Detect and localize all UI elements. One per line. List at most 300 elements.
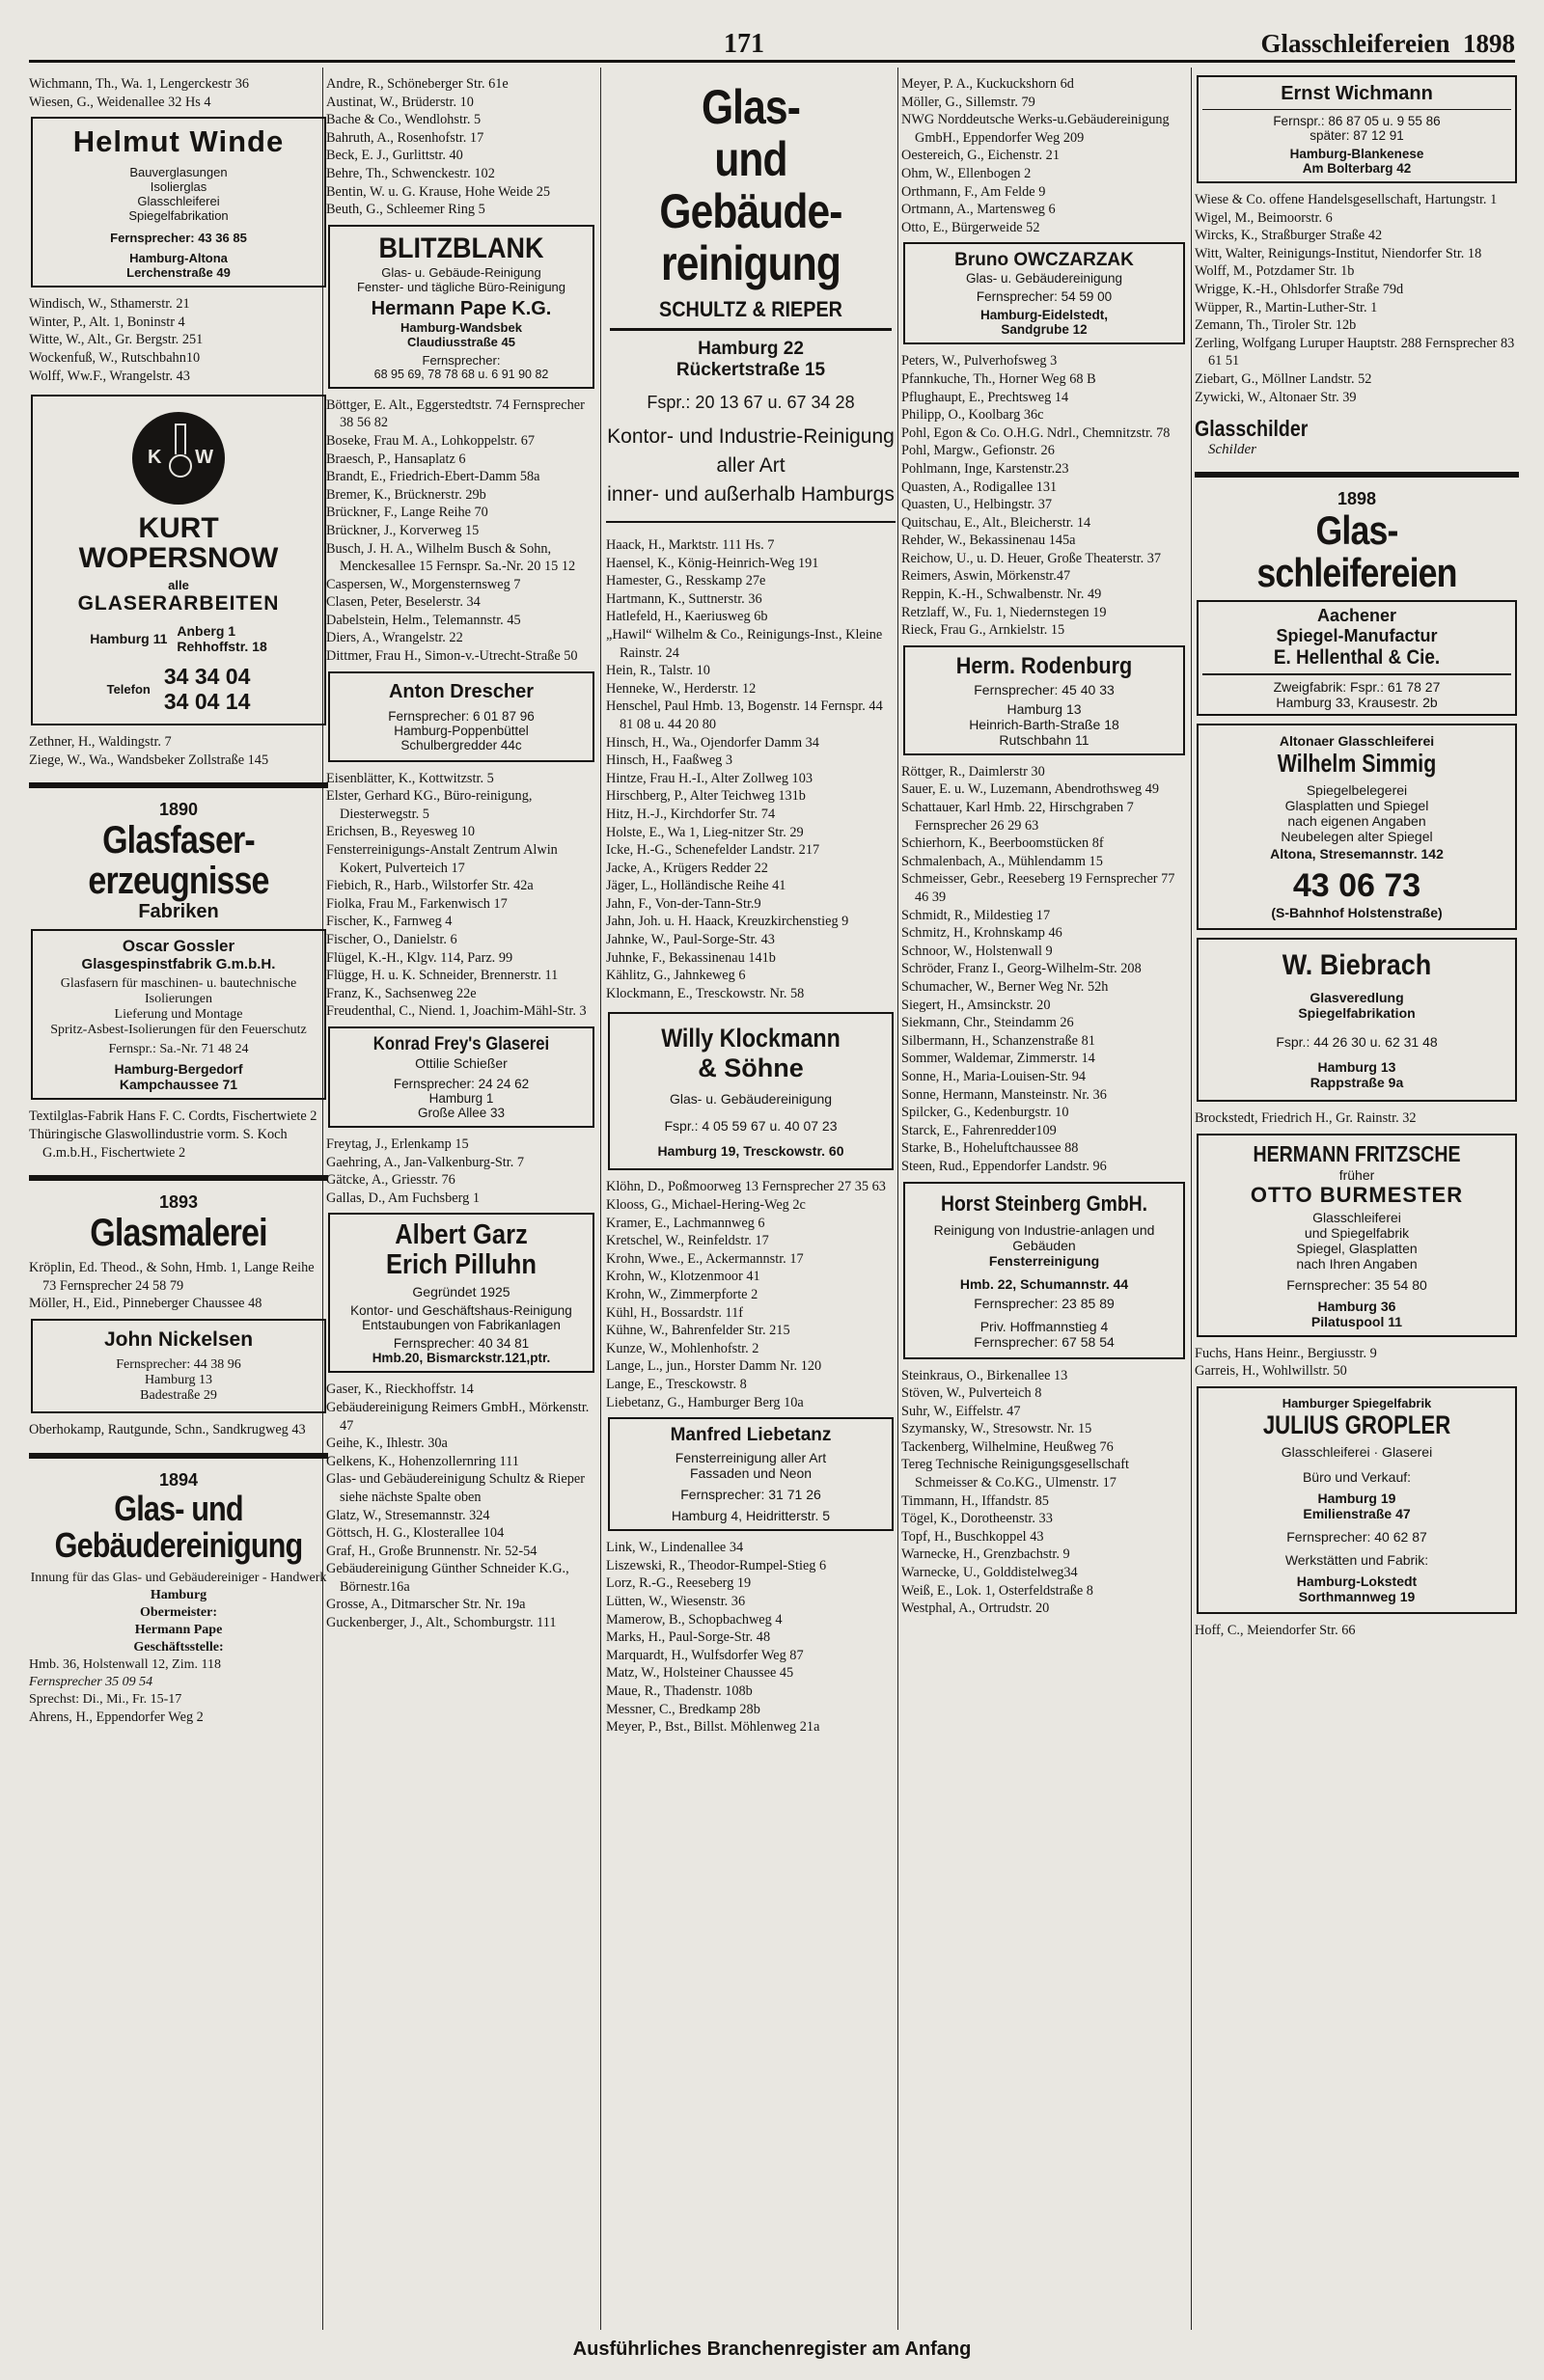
directory-entry: Liszewski, R., Theodor-Rumpel-Stieg 6: [606, 1557, 827, 1573]
directory-entry: Textilglas-Fabrik Hans F. C. Cordts, Fischertwiete 2: [29, 1108, 317, 1125]
directory-entry: Diers, A., Wrangelstr. 22: [326, 630, 463, 646]
section-number: 1890: [158, 800, 199, 820]
ad-line: (S-Bahnhof Holstenstraße): [1271, 905, 1443, 921]
ad-phone: Fernsprecher: 6 01 87 96: [388, 708, 535, 724]
directory-entry: Schierhorn, K., Beerboomstücken 8f: [901, 835, 1104, 852]
directory-entry: Hein, R., Talstr. 10: [606, 663, 710, 679]
ad-street: Badestraße 29: [140, 1387, 217, 1403]
section-divider: [29, 1175, 328, 1181]
ad-title: Spiegel-Manufactur: [1276, 626, 1438, 646]
directory-entry: Hamester, G., Resskamp 27e: [606, 573, 766, 589]
ad-title: Glas-: [701, 80, 801, 134]
directory-entry: Austinat, W., Brüderstr. 10: [326, 94, 474, 110]
ad-street: Hmb.20, Bismarckstr.121,ptr.: [372, 1351, 551, 1366]
ad-title: Konrad Frey's Glaserei: [372, 1033, 550, 1054]
directory-entry: Warnecke, H., Grenzbachstr. 9: [901, 1546, 1070, 1563]
section-number: 1893: [158, 1192, 199, 1213]
ad-title: Wilhelm Simmig: [1277, 749, 1437, 779]
ad-street: Heinrich-Barth-Straße 18: [969, 716, 1119, 732]
directory-entry: Dabelstein, Helm., Telemannstr. 45: [326, 612, 521, 628]
directory-entry: Sonne, H., Maria-Louisen-Str. 94: [901, 1068, 1086, 1084]
ad-owner: Ottilie Schießer: [415, 1054, 508, 1071]
ad-phone: Fernsprecher: 31 71 26: [680, 1487, 821, 1503]
directory-entry: Gätcke, A., Griesstr. 76: [326, 1172, 455, 1189]
ad-line: Kontor- und Geschäftshaus-Reinigung: [350, 1303, 572, 1319]
directory-entry: Rehder, W., Bekassinenau 145a: [901, 533, 1076, 549]
directory-entry: Oberhokamp, Rautgunde, Schn., Sandkrugweg 43: [29, 1421, 306, 1437]
ad-line: Spritz-Asbest-Isolierungen für den Feuerschutz: [50, 1023, 307, 1038]
directory-entry: Juhnke, F., Bekassinenau 141b: [606, 949, 776, 966]
ad-line: Zweigfabrik: Fspr.: 61 78 27: [1273, 679, 1441, 696]
ad-title: Herm. Rodenburg: [955, 652, 1133, 679]
ad-line: Bauverglasungen: [129, 165, 228, 180]
ad-phone-label: Fernsprecher:: [422, 352, 501, 368]
directory-entry: Maue, R., Thadenstr. 108b: [606, 1682, 753, 1699]
directory-entry: Klockmann, E., Tresckowstr. Nr. 58: [606, 985, 805, 1001]
ad-wopersnow: [31, 395, 326, 725]
directory-entry: Bremer, K., Brücknerstr. 29b: [326, 486, 486, 503]
ad-line: Glasschleiferei: [1312, 1209, 1401, 1225]
directory-entry: Ziebart, G., Möllner Landstr. 52: [1195, 370, 1372, 387]
section-title: Glasfaser-erzeugnisse: [88, 819, 269, 903]
section-1894: [29, 1470, 328, 1564]
ad-city: Hamburg 13: [144, 1372, 213, 1387]
entry-list: [901, 1367, 1187, 1618]
directory-entry: Guckenberger, J., Alt., Schomburgstr. 111: [326, 1615, 557, 1631]
ad-rule: [1202, 673, 1511, 675]
section-subtitle: Fabriken: [138, 901, 219, 923]
logo-letter: K: [148, 447, 162, 469]
directory-entry: Klöhn, D., Poßmoorweg 13 Fernsprecher 27 35 63: [606, 1179, 886, 1195]
ad-street: Am Bolterbarg 42: [1302, 161, 1412, 176]
directory-entry: Gaser, K., Rieckhoffstr. 14: [326, 1381, 474, 1398]
ad-owner: Hermann Pape K.G.: [371, 297, 552, 319]
ad-title: Bruno OWCZARZAK: [954, 250, 1134, 271]
directory-entry: Reichow, U., u. D. Heuer, Große Theaterstr. 37: [901, 550, 1162, 566]
directory-entry: Hintze, Frau H.-I., Alter Zollweg 103: [606, 770, 813, 786]
ad-street: Sandgrube 12: [1001, 322, 1088, 338]
entry-list: [1195, 1345, 1519, 1381]
directory-entry: Silbermann, H., Schanzenstraße 81: [901, 1032, 1095, 1049]
logo-letter: W: [195, 447, 213, 469]
ad-line: Glasveredlung: [1310, 990, 1404, 1006]
ad-line: Spiegel, Glasplatten: [1296, 1240, 1418, 1256]
ad-line: Priv. Hoffmannstieg 4: [979, 1318, 1109, 1334]
directory-entry: Lange, L., jun., Horster Damm Nr. 120: [606, 1358, 822, 1375]
directory-entry: Quasten, A., Rodigallee 131: [901, 479, 1058, 495]
ad-title: Albert Garz: [395, 1219, 528, 1251]
section-divider: [1195, 472, 1519, 478]
ad-title: W. Biebrach: [1282, 949, 1432, 982]
innung-line: Obermeister:: [139, 1604, 218, 1620]
ad-city: Hamburg-Blankenese: [1289, 147, 1424, 161]
directory-entry: Freudenthal, C., Niend. 1, Joachim-Mähl-Str. 3: [326, 1003, 587, 1020]
ad-street: Altona, Stresemannstr. 142: [1270, 846, 1444, 862]
directory-entry: Lütten, W., Wiesenstr. 36: [606, 1593, 746, 1609]
directory-entry: Gebäudereinigung Günther Schneider K.G., Börnestr.16a: [326, 1561, 569, 1595]
ad-phone: 34 34 04: [163, 664, 251, 690]
ad-rule: [1202, 109, 1511, 110]
directory-entry: Kröplin, Ed. Theod., & Sohn, Hmb. 1, Lange Reihe 73 Fernsprecher 24 58 79: [29, 1260, 315, 1294]
directory-entry: Sommer, Waldemar, Zimmerstr. 14: [901, 1051, 1095, 1067]
ad-line: Altonaer Glasschleiferei: [1279, 733, 1435, 750]
directory-entry: Wiesen, G., Weidenallee 32 Hs 4: [29, 94, 211, 110]
innung-line: Sprechst: Di., Mi., Fr. 15-17: [29, 1691, 182, 1707]
entry-list: [29, 1421, 328, 1439]
entry-list: [606, 1178, 896, 1411]
ad-line: Neubelegen alter Spiegel: [1281, 829, 1433, 845]
ad-drescher: [328, 671, 594, 762]
ad-phone: Fspr.: 4 05 59 67 u. 40 07 23: [664, 1118, 838, 1135]
ad-line: nach Ihren Angaben: [1296, 1255, 1418, 1272]
ad-hellenthal: [1197, 600, 1517, 716]
ad-city: Hamburg-Poppenbüttel: [394, 723, 529, 738]
section-divider: [29, 782, 328, 788]
directory-entry: Stöven, W., Pulverteich 8: [901, 1385, 1042, 1402]
directory-entry: Behre, Th., Schwenckestr. 102: [326, 165, 495, 181]
page-footer: Ausführliches Branchenregister am Anfang: [572, 2339, 972, 2360]
ad-title: JULIUS GROPLER: [1262, 1409, 1451, 1439]
section-glasschilder: [1195, 416, 1519, 458]
directory-entry: Clasen, Peter, Beselerstr. 34: [326, 594, 481, 611]
directory-entry: Pohl, Egon & Co. O.H.G. Ndrl., Chemnitzstr. 78: [901, 424, 1171, 441]
directory-entry: Messner, C., Bredkamp 28b: [606, 1701, 760, 1717]
directory-entry: Gallas, D., Am Fuchsberg 1: [326, 1190, 480, 1206]
directory-entry: Timmann, H., Iffandstr. 85: [901, 1492, 1049, 1509]
directory-entry: Andre, R., Schöneberger Str. 61e: [326, 76, 509, 92]
ad-line: Büro und Verkauf:: [1302, 1468, 1412, 1485]
ad-line: Entstaubungen von Fabrikanlagen: [362, 1318, 561, 1333]
ad-schultz-rieper: [606, 75, 896, 515]
directory-entry: Szymansky, W., Stresowstr. Nr. 15: [901, 1421, 1092, 1437]
ad-city: Hamburg-Bergedorf: [114, 1061, 243, 1078]
ad-title: OTTO BURMESTER: [1250, 1182, 1464, 1207]
directory-entry: Kühne, W., Bahrenfelder Str. 215: [606, 1323, 790, 1339]
ad-line: Glasfasern für maschinen- u. bautechnische Isolierungen: [60, 976, 297, 1007]
ad-title: und Gebäude-: [659, 132, 842, 238]
directory-entry: Jahnke, W., Paul-Sorge-Str. 43: [606, 932, 775, 948]
directory-entry: Ahrens, H., Eppendorfer Weg 2: [29, 1709, 204, 1725]
ad-line: Glas- u. Gebäudereinigung: [965, 271, 1123, 287]
ad-phone: Fernsprecher: 43 36 85: [110, 231, 247, 246]
column-2: [326, 75, 596, 2330]
ad-line: Glas- u. Gebäudereinigung: [669, 1091, 833, 1108]
entry-list: [29, 1259, 328, 1313]
directory-entry: Flügel, K.-H., Klgv. 114, Parz. 99: [326, 949, 513, 966]
ad-phone: Fernsprecher: 54 59 00: [976, 289, 1113, 305]
directory-entry: Quasten, U., Helbingstr. 37: [901, 497, 1053, 513]
ad-city: Hamburg-Altona: [129, 251, 228, 266]
ad-title: HERMANN FRITZSCHE: [1253, 1140, 1461, 1166]
ad-city: Hamburg 22: [698, 339, 804, 359]
directory-entry: Suhr, W., Eiffelstr. 47: [901, 1403, 1021, 1419]
ad-city: Hamburg-Eidelstedt,: [979, 308, 1108, 323]
ad-line: Fensterreinigung: [988, 1252, 1100, 1269]
directory-entry: Marks, H., Paul-Sorge-Str. 48: [606, 1629, 771, 1646]
ad-line: Reinigung von Industrie-anlagen und Gebäuden: [933, 1221, 1155, 1253]
innung-line: Innung für das Glas- und Gebäudereiniger - Handwerk: [30, 1570, 327, 1585]
ad-phone: 68 95 69, 78 78 68 u. 6 91 90 82: [373, 367, 549, 381]
ad-line: und Spiegelfabrik: [1304, 1224, 1410, 1241]
ad-phone: Fernsprecher: 44 38 96: [116, 1356, 241, 1372]
section-1893: [29, 1192, 328, 1253]
directory-entry: Link, W., Lindenallee 34: [606, 1540, 744, 1556]
ad-line: Glasplatten und Spiegel: [1284, 798, 1429, 814]
directory-entry: Peters, W., Pulverhofsweg 3: [901, 353, 1058, 369]
ad-liebetanz: [608, 1417, 894, 1531]
directory-entry: Witt, Walter, Reinigungs-Institut, Niendorfer Str. 18: [1195, 245, 1482, 261]
directory-entry: Haensel, K., König-Heinrich-Weg 191: [606, 555, 819, 571]
directory-entry: Hartmann, K., Suttnerstr. 36: [606, 590, 762, 607]
directory-entry: Tereg Technische Reinigungsgesellschaft Schmeisser & Co.KG., Ulmenstr. 17: [901, 1457, 1129, 1491]
header-rule: [29, 60, 1515, 63]
ad-street: Rehhoffstr. 18: [177, 639, 267, 655]
directory-entry: Hinsch, H., Faaßweg 3: [606, 752, 733, 769]
running-title: [1261, 29, 1515, 59]
ad-blitzblank: [328, 225, 594, 389]
directory-entry: Fiebich, R., Harb., Wilstorfer Str. 42a: [326, 878, 534, 894]
ad-street: Schulbergredder 44c: [400, 737, 522, 752]
ad-street: Hamburg 19, Tresckowstr. 60: [657, 1143, 844, 1160]
ad-street: Kampchaussee 71: [119, 1077, 238, 1093]
directory-entry: Schnoor, W., Holstenwall 9: [901, 943, 1053, 959]
directory-entry: Wircks, K., Straßburger Straße 42: [1195, 228, 1383, 244]
directory-entry: Möller, G., Sillemstr. 79: [901, 94, 1035, 110]
ad-phone: Fernspr.: 86 87 05 u. 9 55 86: [1273, 114, 1441, 128]
column-1: [29, 75, 328, 2330]
directory-entry: Elster, Gerhard KG., Büro-reinigung, Diesterwegstr. 5: [326, 788, 533, 822]
directory-entry: Kählitz, G., Jahnkeweg 6: [606, 968, 746, 984]
directory-entry: Hoff, C., Meiendorfer Str. 66: [1195, 1622, 1356, 1638]
ad-title: reinigung: [661, 236, 841, 290]
glass-cutter-icon: [175, 424, 186, 454]
ad-title: Aachener: [1316, 606, 1397, 626]
directory-entry: Kunze, W., Mohlenhofstr. 2: [606, 1340, 759, 1356]
ad-title: Oscar Gossler: [122, 937, 235, 956]
ad-street: Anberg 1: [177, 623, 236, 640]
ad-city: Hamburg-Wandsbek: [400, 319, 522, 335]
ad-biebrach: [1197, 938, 1517, 1102]
ad-phone: Fernsprecher: 45 40 33: [974, 681, 1115, 698]
directory-entry: Kramer, E., Lachmannweg 6: [606, 1215, 765, 1231]
ring-icon: [169, 454, 192, 478]
directory-entry: Witte, W., Alt., Gr. Bergstr. 251: [29, 332, 204, 348]
ad-line: alle: [168, 578, 189, 593]
entry-list: [901, 75, 1187, 236]
directory-entry: Freytag, J., Erlenkamp 15: [326, 1135, 469, 1152]
ad-simmig: [1197, 724, 1517, 930]
logo-kw-icon: [132, 412, 225, 505]
directory-entry: NWG Norddeutsche Werks-u.Gebäudereinigung GmbH., Eppendorfer Weg 209: [901, 112, 1170, 146]
section-1898: [1195, 489, 1519, 594]
running-year: 1898: [1463, 29, 1515, 58]
ad-phone: Fernsprecher: 40 62 87: [1286, 1528, 1427, 1545]
directory-entry: Busch, J. H. A., Wilhelm Busch & Sohn, Menckesallee 15 Fernspr. Sa.-Nr. 20 15 12: [326, 540, 576, 575]
entry-list: [1195, 191, 1519, 406]
directory-entry: Zywicki, W., Altonaer Str. 39: [1195, 389, 1357, 405]
directory-entry: Hinsch, H., Wa., Ojendorfer Damm 34: [606, 734, 819, 751]
ad-gropler: [1197, 1386, 1517, 1614]
ad-rodenburg: [903, 645, 1185, 755]
directory-entry: Zethner, H., Waldingstr. 7: [29, 734, 172, 751]
section-number: 1898: [1337, 489, 1377, 509]
entry-list: [29, 1108, 328, 1162]
directory-entry: Quitschau, E., Alt., Bleicherstr. 14: [901, 514, 1091, 531]
directory-entry: Ohm, W., Ellenbogen 2: [901, 165, 1032, 181]
ad-street: Lerchenstraße 49: [126, 265, 231, 281]
directory-entry: Jahn, Joh. u. H. Haack, Kreuzkirchenstieg 9: [606, 914, 849, 930]
directory-entry: Flügge, H. u. K. Schneider, Brennerstr. 11: [326, 968, 559, 984]
directory-entry: Wichmann, Th., Wa. 1, Lengerckestr 36: [29, 76, 250, 92]
directory-entry: Geihe, K., Ihlestr. 30a: [326, 1436, 448, 1452]
entry-list: [606, 1539, 896, 1737]
ad-frey: [328, 1026, 594, 1128]
directory-entry: Pfannkuche, Th., Horner Weg 68 B: [901, 370, 1096, 387]
ad-street: Rückertstraße 15: [676, 360, 826, 380]
ad-phone: Fspr.: 20 13 67 u. 67 34 28: [647, 393, 855, 412]
directory-entry: Schmeisser, Gebr., Reeseberg 19 Fernsprecher 77 46 39: [901, 871, 1175, 905]
directory-entry: Wockenfuß, W., Rutschbahn10: [29, 349, 201, 366]
directory-entry: Winter, P., Alt. 1, Boninstr 4: [29, 314, 185, 330]
directory-entry: Schumacher, W., Berner Weg Nr. 52h: [901, 978, 1109, 995]
ad-phone: Fernsprecher: 35 54 80: [1286, 1276, 1427, 1293]
ad-line: Fensterreinigung aller Art: [675, 1450, 827, 1466]
ad-title: BLITZBLANK: [378, 232, 544, 264]
directory-entry: Marquardt, H., Wulfsdorfer Weg 87: [606, 1647, 804, 1663]
directory-entry: Orthmann, F., Am Felde 9: [901, 183, 1046, 200]
ad-owner: SCHULTZ & RIEPER: [659, 297, 842, 321]
ad-title: Willy Klockmann: [661, 1024, 841, 1053]
ad-city: Hamburg-Lokstedt: [1296, 1573, 1418, 1589]
directory-entry: Böttger, E. Alt., Eggerstedtstr. 74 Fernsprecher 38 56 82: [326, 397, 585, 431]
ad-phone: Fernsprecher: 40 34 81: [393, 1336, 530, 1352]
directory-entry: Wolff, Ww.F., Wrangelstr. 43: [29, 368, 190, 384]
ad-city: Hamburg 19: [1317, 1490, 1396, 1506]
directory-entry: Möller, H., Eid., Pinneberger Chaussee 48: [29, 1296, 262, 1312]
column-divider: [897, 68, 898, 2330]
directory-entry: „Hawil“ Wilhelm & Co., Reinigungs-Inst., Kleine Rainstr. 24: [606, 626, 883, 661]
directory-entry: Matz, W., Holsteiner Chaussee 45: [606, 1665, 794, 1682]
ad-phone: Fernsprecher: 24 24 62: [393, 1076, 530, 1091]
directory-entry: Retzlaff, W., Fu. 1, Niedernstegen 19: [901, 604, 1107, 620]
innung-line: Hermann Pape: [134, 1622, 223, 1637]
entry-list: [901, 352, 1187, 640]
directory-entry: Caspersen, W., Morgensternsweg 7: [326, 576, 521, 592]
directory-entry: Sauer, E. u. W., Luzemann, Abendrothsweg 49: [901, 781, 1160, 798]
directory-entry: Otto, E., Bürgerweide 52: [901, 219, 1040, 235]
directory-entry: Fischer, K., Farnweg 4: [326, 914, 453, 930]
directory-entry: Jacke, A., Krügers Redder 22: [606, 860, 768, 876]
directory-entry: Spilcker, G., Kedenburgstr. 10: [901, 1105, 1069, 1121]
directory-entry: Wüpper, R., Martin-Luther-Str. 1: [1195, 299, 1378, 315]
page-number: 171: [724, 29, 764, 59]
ad-phone: Fernsprecher: 23 85 89: [974, 1295, 1115, 1311]
innung-line: Geschäftsstelle:: [133, 1639, 224, 1655]
directory-entry: Eisenblätter, K., Kottwitzstr. 5: [326, 770, 494, 786]
directory-entry: Hitz, H.-J., Kirchdorfer Str. 74: [606, 806, 776, 822]
directory-entry: Glas- und Gebäudereinigung Schultz & Rieper siehe nächste Spalte oben: [326, 1471, 585, 1505]
directory-entry: Röttger, R., Daimlerstr 30: [901, 763, 1045, 780]
entry-list: [29, 1709, 328, 1727]
directory-entry: Rieck, Frau G., Arnkielstr. 15: [901, 622, 1065, 639]
ad-rule: [606, 521, 896, 523]
directory-entry: Jahn, F., Von-der-Tann-Str.9: [606, 895, 761, 912]
directory-entry: Reppin, K.-H., Schwalbenstr. Nr. 49: [901, 587, 1102, 603]
ad-street: Sorthmannweg 19: [1298, 1588, 1416, 1604]
column-5: [1195, 75, 1519, 2330]
directory-entry: Krohn, W., Klotzenmoor 41: [606, 1269, 760, 1285]
directory-entry: Jäger, L., Holländische Reihe 41: [606, 878, 786, 894]
directory-entry: Windisch, W., Sthamerstr. 21: [29, 296, 190, 313]
ad-city: Hamburg 13: [1006, 700, 1082, 717]
directory-entry: Westphal, A., Ortrudstr. 20: [901, 1600, 1050, 1617]
innung-line: Fernsprecher 35 09 54: [29, 1674, 153, 1689]
directory-entry: Siegert, H., Amsinckstr. 20: [901, 997, 1051, 1013]
directory-entry: Wiese & Co. offene Handelsgesellschaft, Hartungstr. 1: [1195, 192, 1498, 207]
directory-entry: Ortmann, A., Martensweg 6: [901, 202, 1056, 218]
directory-entry: Klooss, G., Michael-Hering-Weg 2c: [606, 1197, 806, 1214]
directory-entry: Mamerow, B., Schopbachweg 4: [606, 1611, 783, 1628]
directory-entry: Schmidt, R., Mildestieg 17: [901, 907, 1051, 923]
directory-entry: Krohn, W., Zimmerpforte 2: [606, 1287, 758, 1302]
ad-nickelsen: [31, 1319, 326, 1413]
column-4: [901, 75, 1187, 2330]
directory-entry: Wrigge, K.-H., Ohlsdorfer Straße 79d: [1195, 281, 1404, 297]
ad-line: Spiegelbelegerei: [1306, 782, 1408, 799]
ad-title: Glasgespinstfabrik G.m.b.H.: [81, 956, 276, 973]
directory-entry: Brandt, E., Friedrich-Ebert-Damm 58a: [326, 469, 540, 485]
directory-entry: Steen, Rud., Eppendorfer Landstr. 96: [901, 1158, 1107, 1174]
ad-phone-label: Telefon: [106, 681, 151, 697]
directory-entry: Garreis, H., Wohlwillstr. 50: [1195, 1363, 1347, 1380]
directory-entry: Schattauer, Karl Hmb. 22, Hirschgraben 7 Fernsprecher 26 29 63: [901, 800, 1134, 834]
directory-entry: Bahruth, A., Rosenhofstr. 17: [326, 129, 484, 146]
directory-entry: Schröder, Franz I., Georg-Wilhelm-Str. 208: [901, 961, 1142, 977]
directory-entry: Zemann, Th., Tiroler Str. 12b: [1195, 317, 1357, 334]
ad-line: Spiegelfabrikation: [1298, 1005, 1416, 1022]
entry-list: [29, 295, 328, 385]
ad-fritzsche: [1197, 1134, 1517, 1337]
directory-entry: Weiß, E., Lok. 1, Osterfeldstraße 8: [901, 1582, 1093, 1599]
directory-entry: Erichsen, B., Reyesweg 10: [326, 824, 476, 840]
directory-entry: Brückner, J., Korverweg 15: [326, 522, 480, 538]
directory-entry: Tögel, K., Dorotheenstr. 33: [901, 1511, 1053, 1527]
directory-entry: Gaehring, A., Jan-Valkenburg-Str. 7: [326, 1154, 525, 1170]
directory-entry: Starck, E., Fahrenredder109: [901, 1122, 1057, 1138]
directory-entry: Meyer, P. A., Kuckuckshorn 6d: [901, 76, 1074, 92]
ad-phone: Fernspr.: Sa.-Nr. 71 48 24: [108, 1042, 249, 1057]
directory-entry: Franz, K., Sachsenweg 22e: [326, 985, 477, 1001]
directory-entry: Philipp, O., Koolbarg 36c: [901, 407, 1044, 424]
directory-entry: Brückner, F., Lange Reihe 70: [326, 505, 488, 521]
entry-list: [326, 770, 596, 1021]
ad-steinberg: [903, 1182, 1185, 1359]
ad-phone: Fernsprecher: 67 58 54: [974, 1333, 1115, 1350]
ad-phone: später: 87 12 91: [1310, 128, 1404, 143]
ad-line: Gegründet 1925: [412, 1284, 510, 1300]
ad-street: Claudiusstraße 45: [407, 334, 515, 349]
ad-city: Hamburg 1: [428, 1090, 494, 1106]
ad-phone: 34 04 14: [163, 689, 251, 715]
ad-line: Lieferung und Montage: [114, 1007, 243, 1023]
entry-list: [326, 1135, 596, 1207]
ad-line: Glasschleiferei: [137, 194, 220, 209]
ad-street: Hmb. 22, Schumannstr. 44: [959, 1275, 1129, 1292]
entry-list: [29, 733, 328, 769]
directory-entry: Grosse, A., Ditmarscher Str. Nr. 19a: [326, 1597, 526, 1613]
section-number: 1894: [158, 1469, 199, 1490]
ad-phone: Fspr.: 44 26 30 u. 62 31 48: [1276, 1034, 1438, 1051]
